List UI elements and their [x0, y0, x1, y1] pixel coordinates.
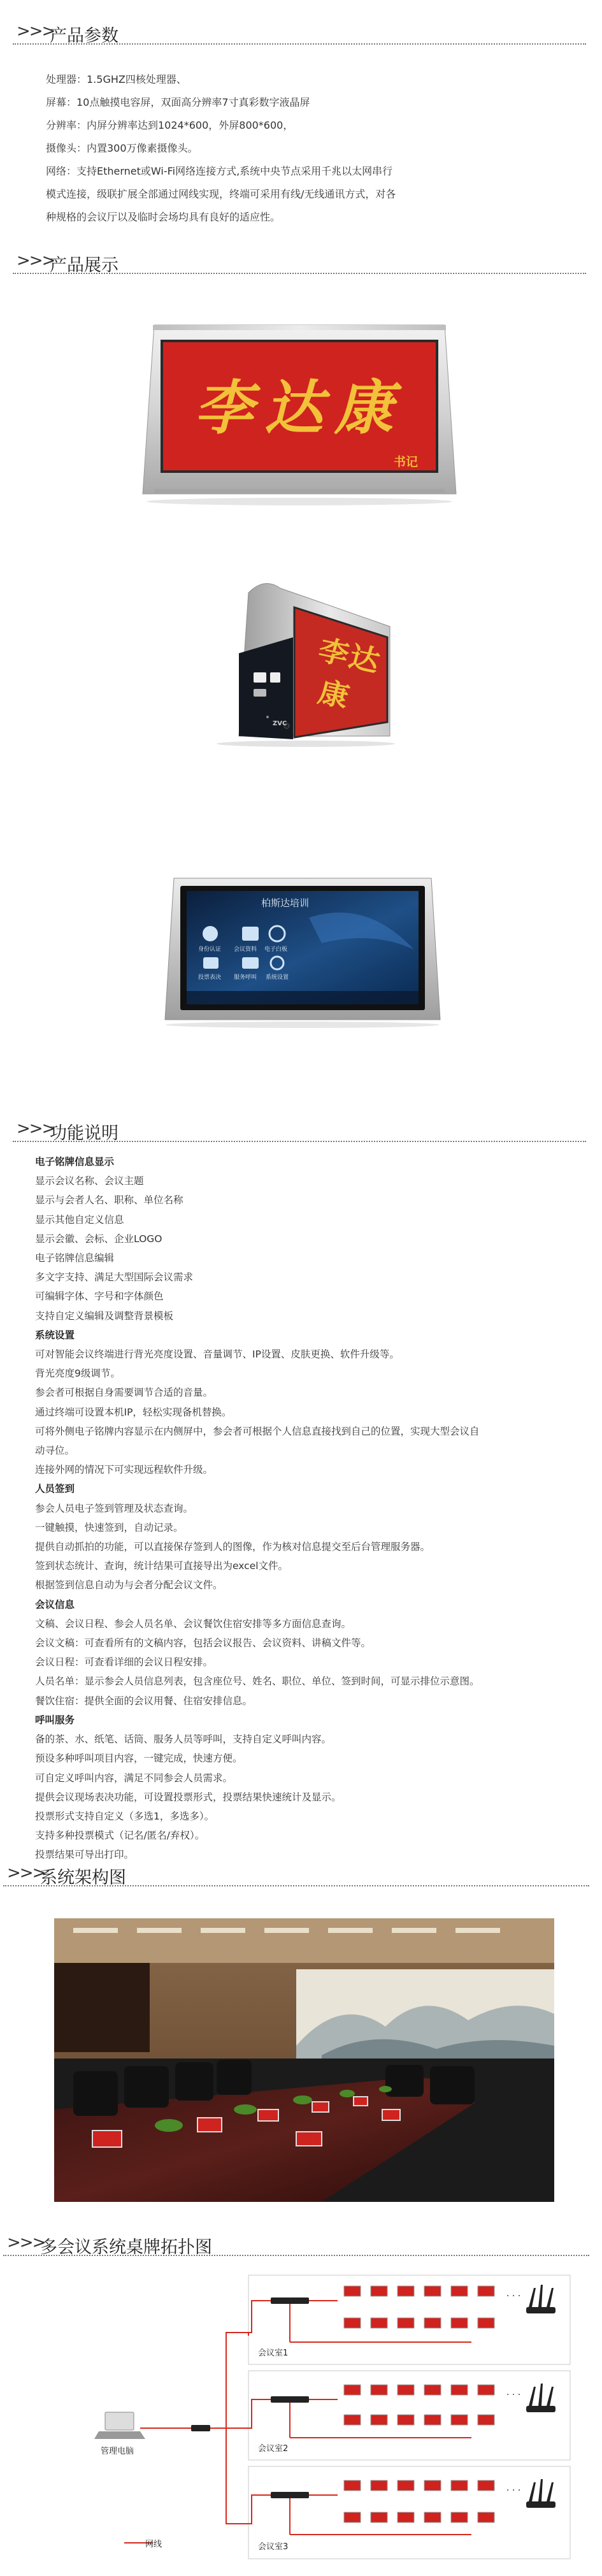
feature-line: 显示会议名称、会议主题 [35, 1175, 144, 1187]
screen-item: 投票表决 [198, 974, 222, 981]
topology-nameplate [344, 2480, 361, 2491]
room-label: 会议室2 [258, 2444, 289, 2454]
feature-line: 可将外侧电子铭牌内容显示在内侧屏中，参会者可根据个人信息直接找到自己的位置，实现大型会议自 [35, 1425, 480, 1437]
section-header-arch [3, 1861, 589, 1886]
more-dots: · · · [506, 2486, 521, 2496]
topology-nameplate [478, 2512, 494, 2522]
topology-nameplate [371, 2415, 387, 2425]
feature-line: 会议文稿：可查看所有的文稿内容，包括会议报告、会议资料、讲稿文件等。 [35, 1637, 371, 1649]
feature-line: 会议日程：可查看详细的会议日程安排。 [35, 1656, 213, 1668]
param-line: 模式连接，级联扩展全部通过网线实现，终端可采用有线/无线通讯方式，对各 [46, 188, 396, 200]
screen-item: 电子白板 [264, 946, 288, 953]
room-label: 会议室3 [258, 2542, 289, 2552]
section-title: 产品参数 [50, 26, 118, 46]
feature-line: 可对智能会议终端进行背光亮度设置、音量调节、IP设置、皮肤更换、软件升级等。 [35, 1349, 399, 1361]
topology-nameplate [398, 2385, 414, 2395]
topology-nameplate [344, 2286, 361, 2296]
screen-item: 服务呼叫 [234, 974, 257, 981]
feature-line: 提供自动抓拍的功能，可以直接保存签到人的图像，作为核对信息提交至后台管理服务器。 [35, 1541, 431, 1553]
topology-nameplate [398, 2318, 414, 2328]
param-line: 处理器：1.5GHZ四核处理器、 [46, 73, 187, 85]
topology-nameplate [424, 2385, 441, 2395]
feature-line: 提供会议现场表决功能，可设置投票形式，投票结果快速统计及显示。 [35, 1791, 341, 1803]
side-nameplate-name: 李达康 [317, 631, 378, 715]
topology-nameplate [344, 2512, 361, 2522]
feature-line: 显示其他自定义信息 [35, 1213, 124, 1226]
topology-nameplate [478, 2318, 494, 2328]
nameplate-name: 李达康 [194, 373, 405, 442]
screen-item: 系统设置 [266, 974, 289, 981]
topology-nameplate [371, 2480, 387, 2491]
param-line: 摄像头：内置300万像素摄像头。 [46, 142, 198, 154]
topology-nameplate [451, 2385, 468, 2395]
more-dots: · · · [506, 2390, 521, 2400]
screen-item: 身份认证 [198, 946, 222, 953]
feature-line: 多文字支持、满足大型国际会议需求 [35, 1271, 194, 1284]
feature-heading: 电子铭牌信息显示 [35, 1156, 115, 1168]
feature-line: 背光亮度9级调节。 [35, 1368, 120, 1380]
dotted-divider [3, 1885, 589, 1886]
section-title: 功能说明 [50, 1124, 118, 1143]
topology-nameplate [424, 2415, 441, 2425]
section-header-topology [3, 2231, 589, 2256]
topology-nameplate [451, 2318, 468, 2328]
more-dots: · · · [506, 2291, 521, 2301]
feature-line: 预设多种呼叫项目内容，一键完成，快速方便。 [35, 1753, 243, 1765]
feature-line: 人员名单：显示参会人员信息列表，包含座位号、姓名、职位、单位、签到时间，可显示排位示意图。 [35, 1675, 480, 1688]
section-arrows: >>> [17, 22, 55, 41]
feature-line: 一键触摸，快速签到，自动记录。 [35, 1521, 183, 1533]
feature-line: 参会者可根据自身需要调节合适的音量。 [35, 1387, 213, 1399]
feature-line: 可自定义呼叫内容，满足不同参会人员需求。 [35, 1772, 233, 1784]
feature-heading: 人员签到 [35, 1483, 75, 1495]
brand-logo: ZVC [273, 720, 287, 727]
room-label: 会议室1 [258, 2348, 289, 2358]
topology-nameplate [371, 2385, 387, 2395]
param-line: 种规格的会议厅以及临时会场均具有良好的适应性。 [46, 211, 281, 223]
section-title: 产品展示 [50, 256, 118, 275]
feature-line: 可编辑字体、字号和字体颜色 [35, 1291, 164, 1303]
param-line: 分辨率：内屏分辨率达到1024*600，外屏800*600， [46, 119, 294, 131]
product-inner-screen-image [162, 873, 443, 1029]
product-side-image [204, 577, 395, 749]
topology-nameplate [424, 2512, 441, 2522]
feature-line: 餐饮住宿：提供全面的会议用餐、住宿安排信息。 [35, 1695, 253, 1707]
section-arrows: >>> [7, 2233, 45, 2252]
feature-line: 连接外网的情况下可实现远程软件升级。 [35, 1464, 213, 1476]
screen-title: 柏斯达培训 [261, 897, 310, 909]
product-front-image [140, 322, 459, 507]
section-arrows: >>> [7, 1863, 45, 1883]
topology-diagram [89, 2272, 573, 2562]
topology-nameplate [371, 2286, 387, 2296]
topology-nameplate [424, 2480, 441, 2491]
dotted-divider [13, 43, 586, 45]
feature-line: 电子铭牌信息编辑 [35, 1252, 115, 1264]
topology-nameplate [371, 2318, 387, 2328]
screen-item: 会议资料 [234, 946, 257, 953]
topology-nameplate [371, 2512, 387, 2522]
topology-nameplate [451, 2480, 468, 2491]
legend-label: 网线 [145, 2540, 162, 2549]
dotted-divider [3, 2255, 589, 2256]
topology-nameplate [398, 2480, 414, 2491]
feature-line: 通过终端可设置本机IP，轻松实现备机替换。 [35, 1406, 232, 1418]
topology-nameplate [398, 2415, 414, 2425]
pc-label: 管理电脑 [101, 2447, 134, 2456]
section-header-params [13, 19, 586, 45]
feature-line: 备的茶、水、纸笔、话筒、服务人员等呼叫，支持自定义呼叫内容。 [35, 1733, 332, 1746]
topology-nameplate [424, 2286, 441, 2296]
topology-nameplate [344, 2385, 361, 2395]
section-arrows: >>> [17, 251, 55, 270]
topology-nameplate [424, 2318, 441, 2328]
topology-nameplate [478, 2415, 494, 2425]
feature-heading: 系统设置 [35, 1329, 75, 1341]
feature-line: 投票结果可导出打印。 [35, 1849, 134, 1861]
topology-nameplate [478, 2286, 494, 2296]
feature-heading: 会议信息 [35, 1598, 75, 1610]
feature-line: 显示与会者人名、职称、单位名称 [35, 1194, 183, 1206]
nameplate-role: 书记 [394, 455, 419, 469]
topology-nameplate [478, 2385, 494, 2395]
feature-line: 投票形式支持自定义（多选1，多选多）。 [35, 1810, 215, 1822]
feature-line: 根据签到信息自动为与会者分配会议文件。 [35, 1579, 223, 1591]
feature-line: 支持多种投票模式（记名/匿名/弃权）。 [35, 1830, 205, 1842]
param-line: 屏幕：10点触摸电容屏，双面高分辨率7寸真彩数字液晶屏 [46, 96, 310, 108]
features-list [35, 1152, 583, 1865]
dotted-divider [13, 1141, 586, 1142]
topology-nameplate [344, 2318, 361, 2328]
topology-nameplate [451, 2415, 468, 2425]
section-header-showcase [13, 249, 586, 274]
section-title: 多会议系统桌牌拓扑图 [40, 2238, 212, 2257]
topology-nameplate [398, 2512, 414, 2522]
feature-line: 参会人员电子签到管理及状态查询。 [35, 1502, 194, 1514]
topology-nameplate [478, 2480, 494, 2491]
feature-line: 文稿、会议日程、参会人员名单、会议餐饮住宿安排等多方面信息查询。 [35, 1617, 352, 1630]
topology-nameplate [398, 2286, 414, 2296]
feature-line: 动寻位。 [35, 1445, 75, 1457]
feature-line: 签到状态统计、查询，统计结果可直接导出为excel文件。 [35, 1560, 289, 1572]
params-list [46, 68, 568, 229]
feature-line: 支持自定义编辑及调整背景模板 [35, 1310, 174, 1322]
feature-line: 显示会徽、会标、企业LOGO [35, 1233, 162, 1245]
section-arrows: >>> [17, 1119, 55, 1138]
topology-nameplate [451, 2286, 468, 2296]
param-line: 网络：支持Ethernet或Wi-Fi网络连接方式,系统中央节点采用千兆以太网串行 [46, 165, 393, 177]
conference-room-photo [54, 1918, 554, 2202]
topology-nameplate [344, 2415, 361, 2425]
dotted-divider [13, 273, 586, 274]
topology-nameplate [451, 2512, 468, 2522]
section-header-features [13, 1117, 586, 1142]
section-title: 系统架构图 [40, 1868, 126, 1888]
feature-heading: 呼叫服务 [35, 1714, 75, 1726]
